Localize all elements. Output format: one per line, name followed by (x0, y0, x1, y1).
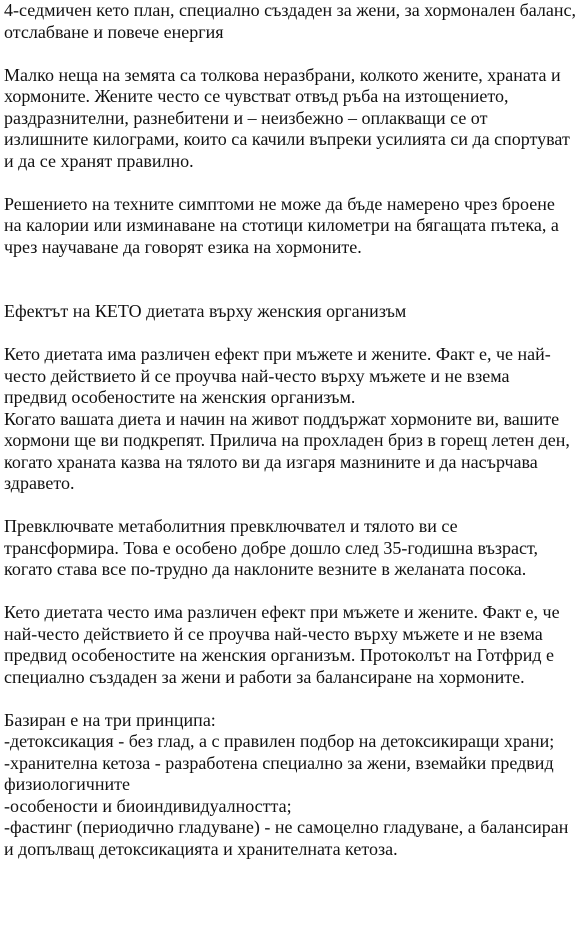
document-intro: 4-седмичен кето план, специално създаден за жени, за хормонален баланс, отслабване и повече енергия (4, 0, 576, 42)
section-spacer (4, 258, 576, 301)
paragraph-hormones: Малко неща на земята са толкова неразбрани, колкото жените, храната и хормоните. Жените често се чувстват отвъд ръба на изтощението, раздразнителни, разнебитени и – неизбежно – оплакващи се от излишните килограми, които са качили въпреки усилията си да спортуват и да се хранят правилно. (4, 64, 570, 171)
paragraph-spacer (4, 581, 576, 603)
paragraph-principles: Базиран е на три принципа: -детоксикация - без глад, а с правилен подбор на детоксикиращи храни; -хранителна кетоза - разработена специално за жени, вземайки предвид физиологичните -особености и биоиндивидуалността; -фастинг (периодично гладуване) - не самоцелно гладуване, а балансиран и допълващ детоксикацията и хранителната кетоза. (4, 709, 569, 859)
paragraph-spacer (4, 172, 576, 194)
paragraph-solution: Решението на техните симптоми не може да бъде намерено чрез броене на калории или изминаване на стотици километри на бягащата пътека, а чрез научаване да говорят езика на хормоните. (4, 193, 559, 257)
paragraph-spacer (4, 495, 576, 517)
paragraph-keto-effect: Кето диетата има различен ефект при мъжете и жените. Факт е, че най-често действието й се проучва най-често върху мъжете и не взема предвид особеностите на женския организъм. Когато вашата диета и начин на живот поддържат хормоните ви, вашите хормони ще ви подкрепят. Прилича на прохладен бриз в горещ летен ден, когато храната казва на тялото ви да изгаря мазнините и да насърчава здравето. (4, 344, 570, 493)
paragraph-spacer (4, 323, 576, 345)
paragraph-metabolism: Превключвате метаболитния превключвател и тялото ви се трансформира. Това е особено добре дошло след 35-годишна възраст, когато става все по-трудно да наклоните везните в желаната посока. (4, 516, 539, 579)
paragraph-protocol: Кето диетата често има различен ефект при мъжете и жените. Факт е, че най-често действието й се проучва най-често върху мъжете и не взема предвид особеностите на женския организъм. Протоколът на Готфрид е специално създаден за жени и работи за балансиране на хормоните. (4, 602, 560, 687)
paragraph-spacer (4, 688, 576, 710)
document-body (4, 0, 576, 860)
paragraph-spacer (4, 43, 576, 65)
section-heading: Ефектът на КЕТО диетата върху женския организъм (4, 301, 407, 321)
